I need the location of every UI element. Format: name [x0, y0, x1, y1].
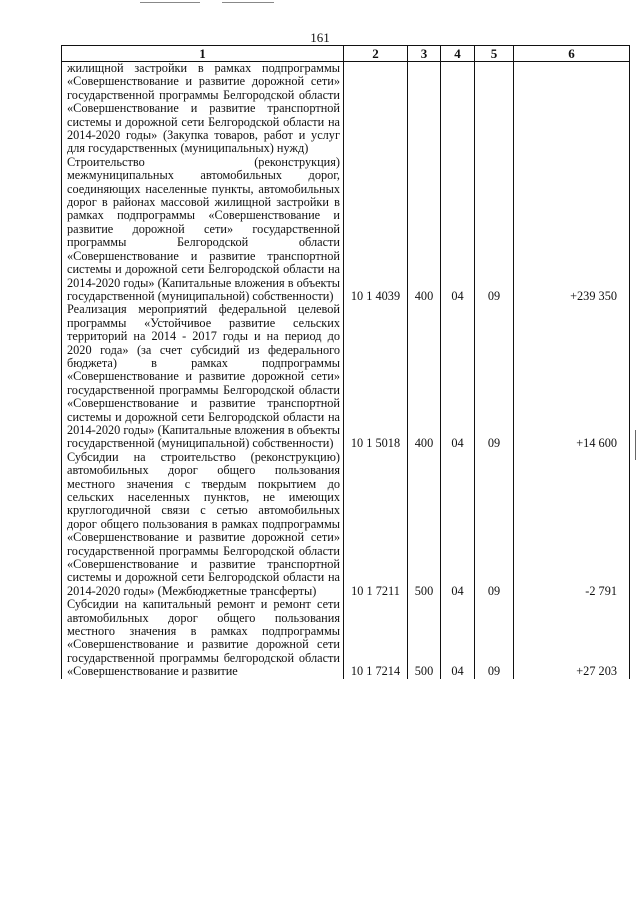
header-col-2: 2 — [344, 46, 408, 62]
row-description: жилищной застройки в рамках подпрограммы «Совершенствование и развитие дорожной сети» государственной программы Белгородской области «Совершенствование и развитие транспортной системы и дорожной сети Белгородской области на 2014-2020 годы» (Закупка товаров, работ и услуг для государственных (муниципальных) нужд) — [62, 62, 344, 156]
row-code: 10 1 5018 — [344, 303, 408, 450]
row-pr: 09 — [475, 156, 514, 303]
row-rz: 04 — [441, 156, 475, 303]
table-row — [62, 62, 630, 156]
header-row — [62, 46, 630, 62]
row-vr: 400 — [408, 303, 441, 450]
header-col-3: 3 — [408, 46, 441, 62]
row-vr — [408, 62, 441, 156]
row-rz — [441, 62, 475, 156]
row-amount: +27 203 — [514, 598, 630, 678]
row-amount: -2 791 — [514, 451, 630, 598]
row-description: Субсидии на капитальный ремонт и ремонт сети автомобильных дорог общего пользования местного значения в рамках подпрограммы «Совершенствование и развитие дорожной сети государственной программы белгородской области «Совершенствование и развитие — [62, 598, 344, 678]
row-description: Строительство (реконструкция) межмуниципальных автомобильных дорог, соединяющих населенные пункты, автомобильных дорог в районах массовой жилищной застройки в рамках подпрограммы «Совершенствование и развитие дорожной сети» государственной программы Белгородской области «Совершенствование и развитие транспортной системы и дорожной сети Белгородской области на 2014-2020 годы» (Капитальные вложения в объекты государственной (муниципальной) собственности) — [62, 156, 344, 303]
header-col-4: 4 — [441, 46, 475, 62]
row-pr: 09 — [475, 451, 514, 598]
row-vr: 500 — [408, 598, 441, 678]
row-amount — [514, 62, 630, 156]
row-rz: 04 — [441, 598, 475, 678]
row-pr: 09 — [475, 598, 514, 678]
table-row — [62, 156, 630, 303]
top-rule-left — [140, 2, 200, 3]
table-row — [62, 303, 630, 450]
row-amount: +14 600 — [514, 303, 630, 450]
row-code: 10 1 4039 — [344, 156, 408, 303]
row-rz: 04 — [441, 303, 475, 450]
scan-edge-mark — [635, 430, 636, 460]
row-description: Субсидии на строительство (реконструкцию) автомобильных дорог общего пользования местного значения с твердым покрытием до сельских населенных пунктов, не имеющих круглогодичной связи с сетью автомобильных дорог общего пользования в рамках подпрограммы «Совершенствование и развитие дорожной сети» государственной программы Белгородской области «Совершенствование и развитие транспортной системы и дорожной сети Белгородской области на 2014-2020 годы» (Межбюджетные трансферты) — [62, 451, 344, 598]
row-code: 10 1 7211 — [344, 451, 408, 598]
row-description: Реализация мероприятий федеральной целевой программы «Устойчивое развитие сельских территорий на 2014 - 2017 годы и на период до 2020 года» (за счет субсидий из федерального бюджета) в рамках подпрограммы «Совершенствование и развитие дорожной сети» государственной программы Белгородской области «Совершенствование и развитие транспортной системы и дорожной сети Белгородской области на 2014-2020 годы» (Капитальные вложения в объекты государственной (муниципальной) собственности) — [62, 303, 344, 450]
page-number: 161 — [310, 30, 330, 45]
row-pr — [475, 62, 514, 156]
row-code: 10 1 7214 — [344, 598, 408, 678]
row-amount: +239 350 — [514, 156, 630, 303]
header-col-6: 6 — [514, 46, 630, 62]
row-pr: 09 — [475, 303, 514, 450]
row-code — [344, 62, 408, 156]
table-row — [62, 451, 630, 598]
budget-table — [61, 45, 630, 679]
row-rz: 04 — [441, 451, 475, 598]
header-col-5: 5 — [475, 46, 514, 62]
table-row — [62, 598, 630, 678]
row-vr: 400 — [408, 156, 441, 303]
row-vr: 500 — [408, 451, 441, 598]
header-col-1: 1 — [62, 46, 344, 62]
top-rule-right — [222, 2, 274, 3]
